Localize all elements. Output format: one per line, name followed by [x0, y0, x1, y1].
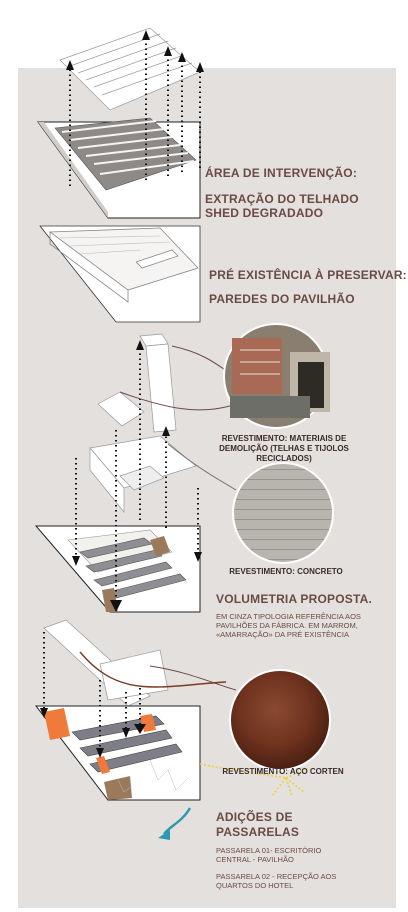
adicoes-title: ADIÇÕES DE PASSARELAS	[216, 810, 300, 839]
blue-arrow-head	[158, 830, 170, 840]
floating-corten-pieces	[44, 620, 168, 706]
material-circle-demolicao	[224, 324, 330, 428]
floating-wall-pieces	[90, 334, 196, 512]
blue-walkway-arrow	[164, 808, 190, 834]
box-pavilion-walls	[40, 226, 200, 322]
box-shed-roof	[38, 118, 200, 218]
area-title: ÁREA DE INTERVENÇÃO:	[205, 166, 358, 180]
shed-roof-floating	[60, 28, 200, 110]
pre-title: PRÉ EXISTÊNCIA À PRESERVAR:	[209, 268, 407, 282]
volumetria-text: EM CINZA TIPOLOGIA REFERÊNCIA AOS PAVILHÕES DA FÁBRICA. EM MARROM, «AMARRAÇÃO» DA PRÉ EXISTÊNCIA	[216, 612, 361, 639]
box-walkway-additions	[36, 706, 200, 800]
label-concreto: REVESTIMENTO: CONCRETO	[229, 567, 343, 576]
material-circle-corten	[230, 670, 330, 770]
volumetria-title: VOLUMETRIA PROPOSTA.	[216, 592, 373, 606]
box-proposed-volumes	[36, 526, 200, 612]
adicoes-p2: PASSARELA 02 - RECEPÇÃO AOS QUARTOS DO HOTEL	[216, 872, 337, 890]
material-circle-concreto	[233, 463, 333, 563]
label-demolicao: REVESTIMENTO: MATERIAIS DE DEMOLIÇÃO (TELHAS E TIJOLOS RECICLADOS)	[219, 434, 349, 463]
area-subtitle: EXTRAÇÃO DO TELHADO SHED DEGRADADO	[205, 192, 359, 220]
label-corten: REVESTIMENTO: AÇO CORTEN	[222, 767, 344, 776]
adicoes-p1: PASSARELA 01- ESCRITÓRIO CENTRAL - PAVILHÃO	[216, 846, 322, 864]
pre-subtitle: PAREDES DO PAVILHÃO	[209, 292, 355, 306]
